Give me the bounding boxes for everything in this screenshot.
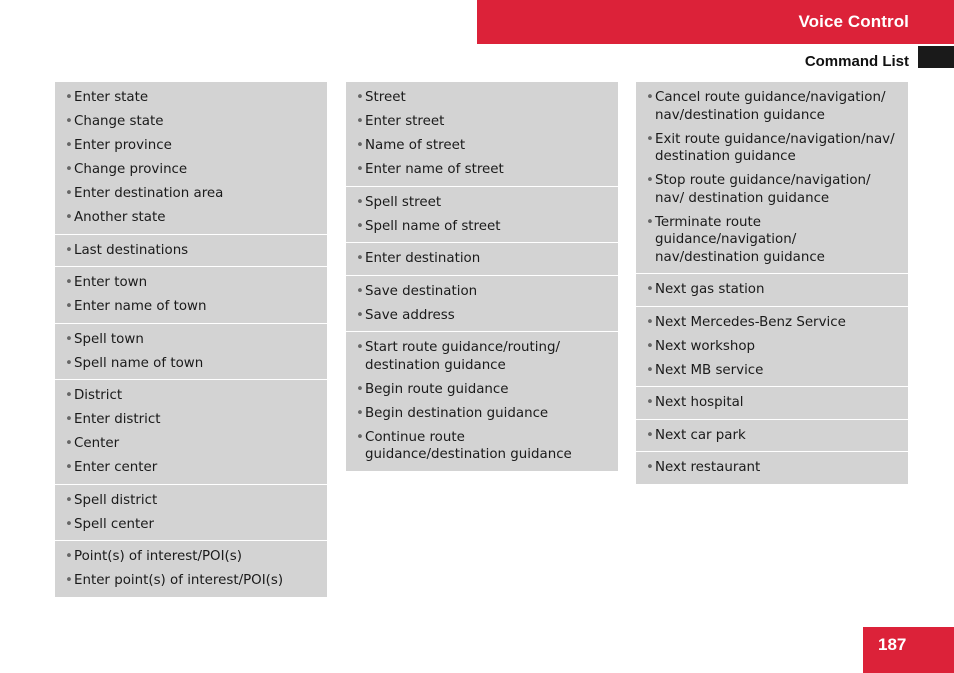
command-group <box>55 324 327 381</box>
command-text: Cancel route guidance/navigation/ nav/destination guidance <box>655 90 886 123</box>
bullet-icon: • <box>65 573 73 588</box>
command-column-1 <box>55 82 327 597</box>
command-item <box>356 429 608 464</box>
bullet-icon: • <box>356 218 364 234</box>
command-text: Enter destination <box>365 251 481 266</box>
bullet-icon: • <box>65 516 73 532</box>
bullet-icon: • <box>356 194 364 210</box>
command-text: Enter center <box>74 460 158 475</box>
page-number: 187 <box>878 635 907 654</box>
bullet-icon: • <box>356 307 364 323</box>
command-text: Name of street <box>365 138 466 153</box>
bullet-icon: • <box>646 282 654 297</box>
command-item <box>356 194 608 212</box>
command-item <box>646 459 898 477</box>
command-text: Enter district <box>74 412 161 427</box>
bullet-icon: • <box>65 460 73 475</box>
bullet-icon: • <box>65 436 73 451</box>
bullet-icon: • <box>356 251 364 266</box>
command-item <box>356 218 608 236</box>
bullet-icon: • <box>646 173 654 188</box>
command-group <box>346 243 618 276</box>
bullet-icon: • <box>646 362 654 378</box>
command-text: Change state <box>74 114 164 129</box>
command-text: Spell name of town <box>74 355 204 371</box>
command-text: Next MB service <box>655 362 764 378</box>
command-group <box>346 187 618 244</box>
bullet-icon: • <box>65 299 73 314</box>
command-item <box>646 362 898 380</box>
command-text: Begin destination guidance <box>365 405 549 421</box>
command-text: Enter town <box>74 275 148 290</box>
command-column-3 <box>636 82 908 484</box>
bullet-icon: • <box>646 427 654 443</box>
command-text: Save address <box>365 307 455 323</box>
command-text: Next Mercedes-Benz Service <box>655 314 846 330</box>
bullet-icon: • <box>65 186 73 201</box>
bullet-icon: • <box>65 90 73 105</box>
command-text: Next workshop <box>655 338 756 354</box>
command-text: Spell street <box>365 194 442 210</box>
command-item <box>65 89 317 107</box>
command-group <box>346 276 618 333</box>
command-item <box>356 339 608 374</box>
command-group <box>55 235 327 268</box>
command-group <box>636 452 908 484</box>
bullet-icon: • <box>65 114 73 129</box>
command-text: Another state <box>74 210 166 225</box>
command-item <box>646 131 898 166</box>
command-text: Save destination <box>365 283 478 299</box>
command-text: Center <box>74 436 120 451</box>
command-item <box>646 172 898 207</box>
command-text: Spell center <box>74 516 155 532</box>
command-item <box>646 281 898 299</box>
bullet-icon: • <box>356 283 364 299</box>
command-group <box>55 380 327 485</box>
command-item <box>65 209 317 227</box>
command-text: Enter state <box>74 90 149 105</box>
command-item <box>65 411 317 429</box>
command-item <box>65 137 317 155</box>
command-text: Enter name of street <box>365 162 504 177</box>
command-item <box>65 435 317 453</box>
command-text: Start route guidance/routing/ destination guidance <box>365 340 560 373</box>
bullet-icon: • <box>65 275 73 290</box>
command-item <box>356 89 608 107</box>
command-group <box>55 267 327 324</box>
command-item <box>65 161 317 179</box>
bullet-icon: • <box>65 492 73 508</box>
command-item <box>65 492 317 510</box>
bullet-icon: • <box>65 331 73 347</box>
bullet-icon: • <box>646 338 654 354</box>
command-item <box>646 427 898 445</box>
command-item <box>356 307 608 325</box>
bullet-icon: • <box>356 162 364 177</box>
command-item <box>356 405 608 423</box>
bullet-icon: • <box>356 429 364 445</box>
command-item <box>65 548 317 566</box>
command-text: Stop route guidance/navigation/ nav/ destination guidance <box>655 173 871 206</box>
command-text: Enter street <box>365 114 445 129</box>
command-group <box>636 82 908 274</box>
command-text: Enter point(s) of interest/POI(s) <box>74 573 284 588</box>
bullet-icon: • <box>356 114 364 129</box>
command-text: Continue route guidance/destination guidance <box>365 429 572 462</box>
command-text: Enter destination area <box>74 186 224 201</box>
bullet-icon: • <box>65 162 73 177</box>
command-item <box>65 298 317 316</box>
section-subtitle: Command List <box>804 53 909 70</box>
command-text: Spell name of street <box>365 218 501 234</box>
command-item <box>65 355 317 373</box>
bullet-icon: • <box>65 412 73 427</box>
command-text: Spell district <box>74 492 158 508</box>
command-item <box>65 516 317 534</box>
section-tab-marker <box>918 46 954 68</box>
command-item <box>646 214 898 267</box>
bullet-icon: • <box>646 314 654 330</box>
command-text: Last destinations <box>74 242 189 258</box>
command-text: Spell town <box>74 331 144 347</box>
command-text: Next gas station <box>655 282 765 297</box>
command-group <box>55 541 327 597</box>
bullet-icon: • <box>646 214 654 230</box>
command-text: District <box>74 388 123 403</box>
command-group <box>55 82 327 235</box>
command-group <box>636 387 908 420</box>
command-text: Enter province <box>74 138 172 153</box>
bullet-icon: • <box>646 395 654 410</box>
command-text: Exit route guidance/navigation/nav/ destination guidance <box>655 131 895 164</box>
section-title: Voice Control <box>798 12 909 31</box>
bullet-icon: • <box>356 405 364 421</box>
command-group <box>346 332 618 471</box>
command-item <box>646 338 898 356</box>
command-item <box>356 283 608 301</box>
command-item <box>356 137 608 155</box>
command-item <box>65 274 317 292</box>
bullet-icon: • <box>646 90 654 105</box>
page-number-box <box>863 627 954 673</box>
command-text: Enter name of town <box>74 299 207 314</box>
bullet-icon: • <box>356 138 364 153</box>
command-item <box>65 242 317 260</box>
command-item <box>65 572 317 590</box>
bullet-icon: • <box>65 388 73 403</box>
command-column-2 <box>346 82 618 471</box>
command-text: Next restaurant <box>655 460 761 475</box>
command-item <box>65 113 317 131</box>
command-group <box>636 420 908 453</box>
command-item <box>356 161 608 179</box>
command-item <box>646 89 898 124</box>
command-item <box>646 314 898 332</box>
command-group <box>55 485 327 542</box>
command-group <box>636 307 908 388</box>
command-item <box>65 331 317 349</box>
command-item <box>646 394 898 412</box>
command-group <box>346 82 618 187</box>
bullet-icon: • <box>65 549 73 564</box>
bullet-icon: • <box>65 355 73 371</box>
command-item <box>356 381 608 399</box>
bullet-icon: • <box>65 210 73 225</box>
bullet-icon: • <box>356 340 364 355</box>
command-item <box>65 387 317 405</box>
command-item <box>65 459 317 477</box>
command-text: Begin route guidance <box>365 381 509 397</box>
command-group <box>636 274 908 307</box>
bullet-icon: • <box>646 131 654 147</box>
command-text: Next hospital <box>655 395 744 410</box>
command-item <box>356 250 608 268</box>
bullet-icon: • <box>65 242 73 258</box>
command-text: Next car park <box>655 427 746 443</box>
bullet-icon: • <box>65 138 73 153</box>
bullet-icon: • <box>356 381 364 397</box>
command-text: Street <box>365 90 406 105</box>
bullet-icon: • <box>356 90 364 105</box>
command-text: Change province <box>74 162 188 177</box>
command-text: Terminate route guidance/navigation/ nav/destination guidance <box>655 214 825 265</box>
command-text: Point(s) of interest/POI(s) <box>74 549 242 564</box>
command-item <box>356 113 608 131</box>
command-item <box>65 185 317 203</box>
bullet-icon: • <box>646 460 654 475</box>
